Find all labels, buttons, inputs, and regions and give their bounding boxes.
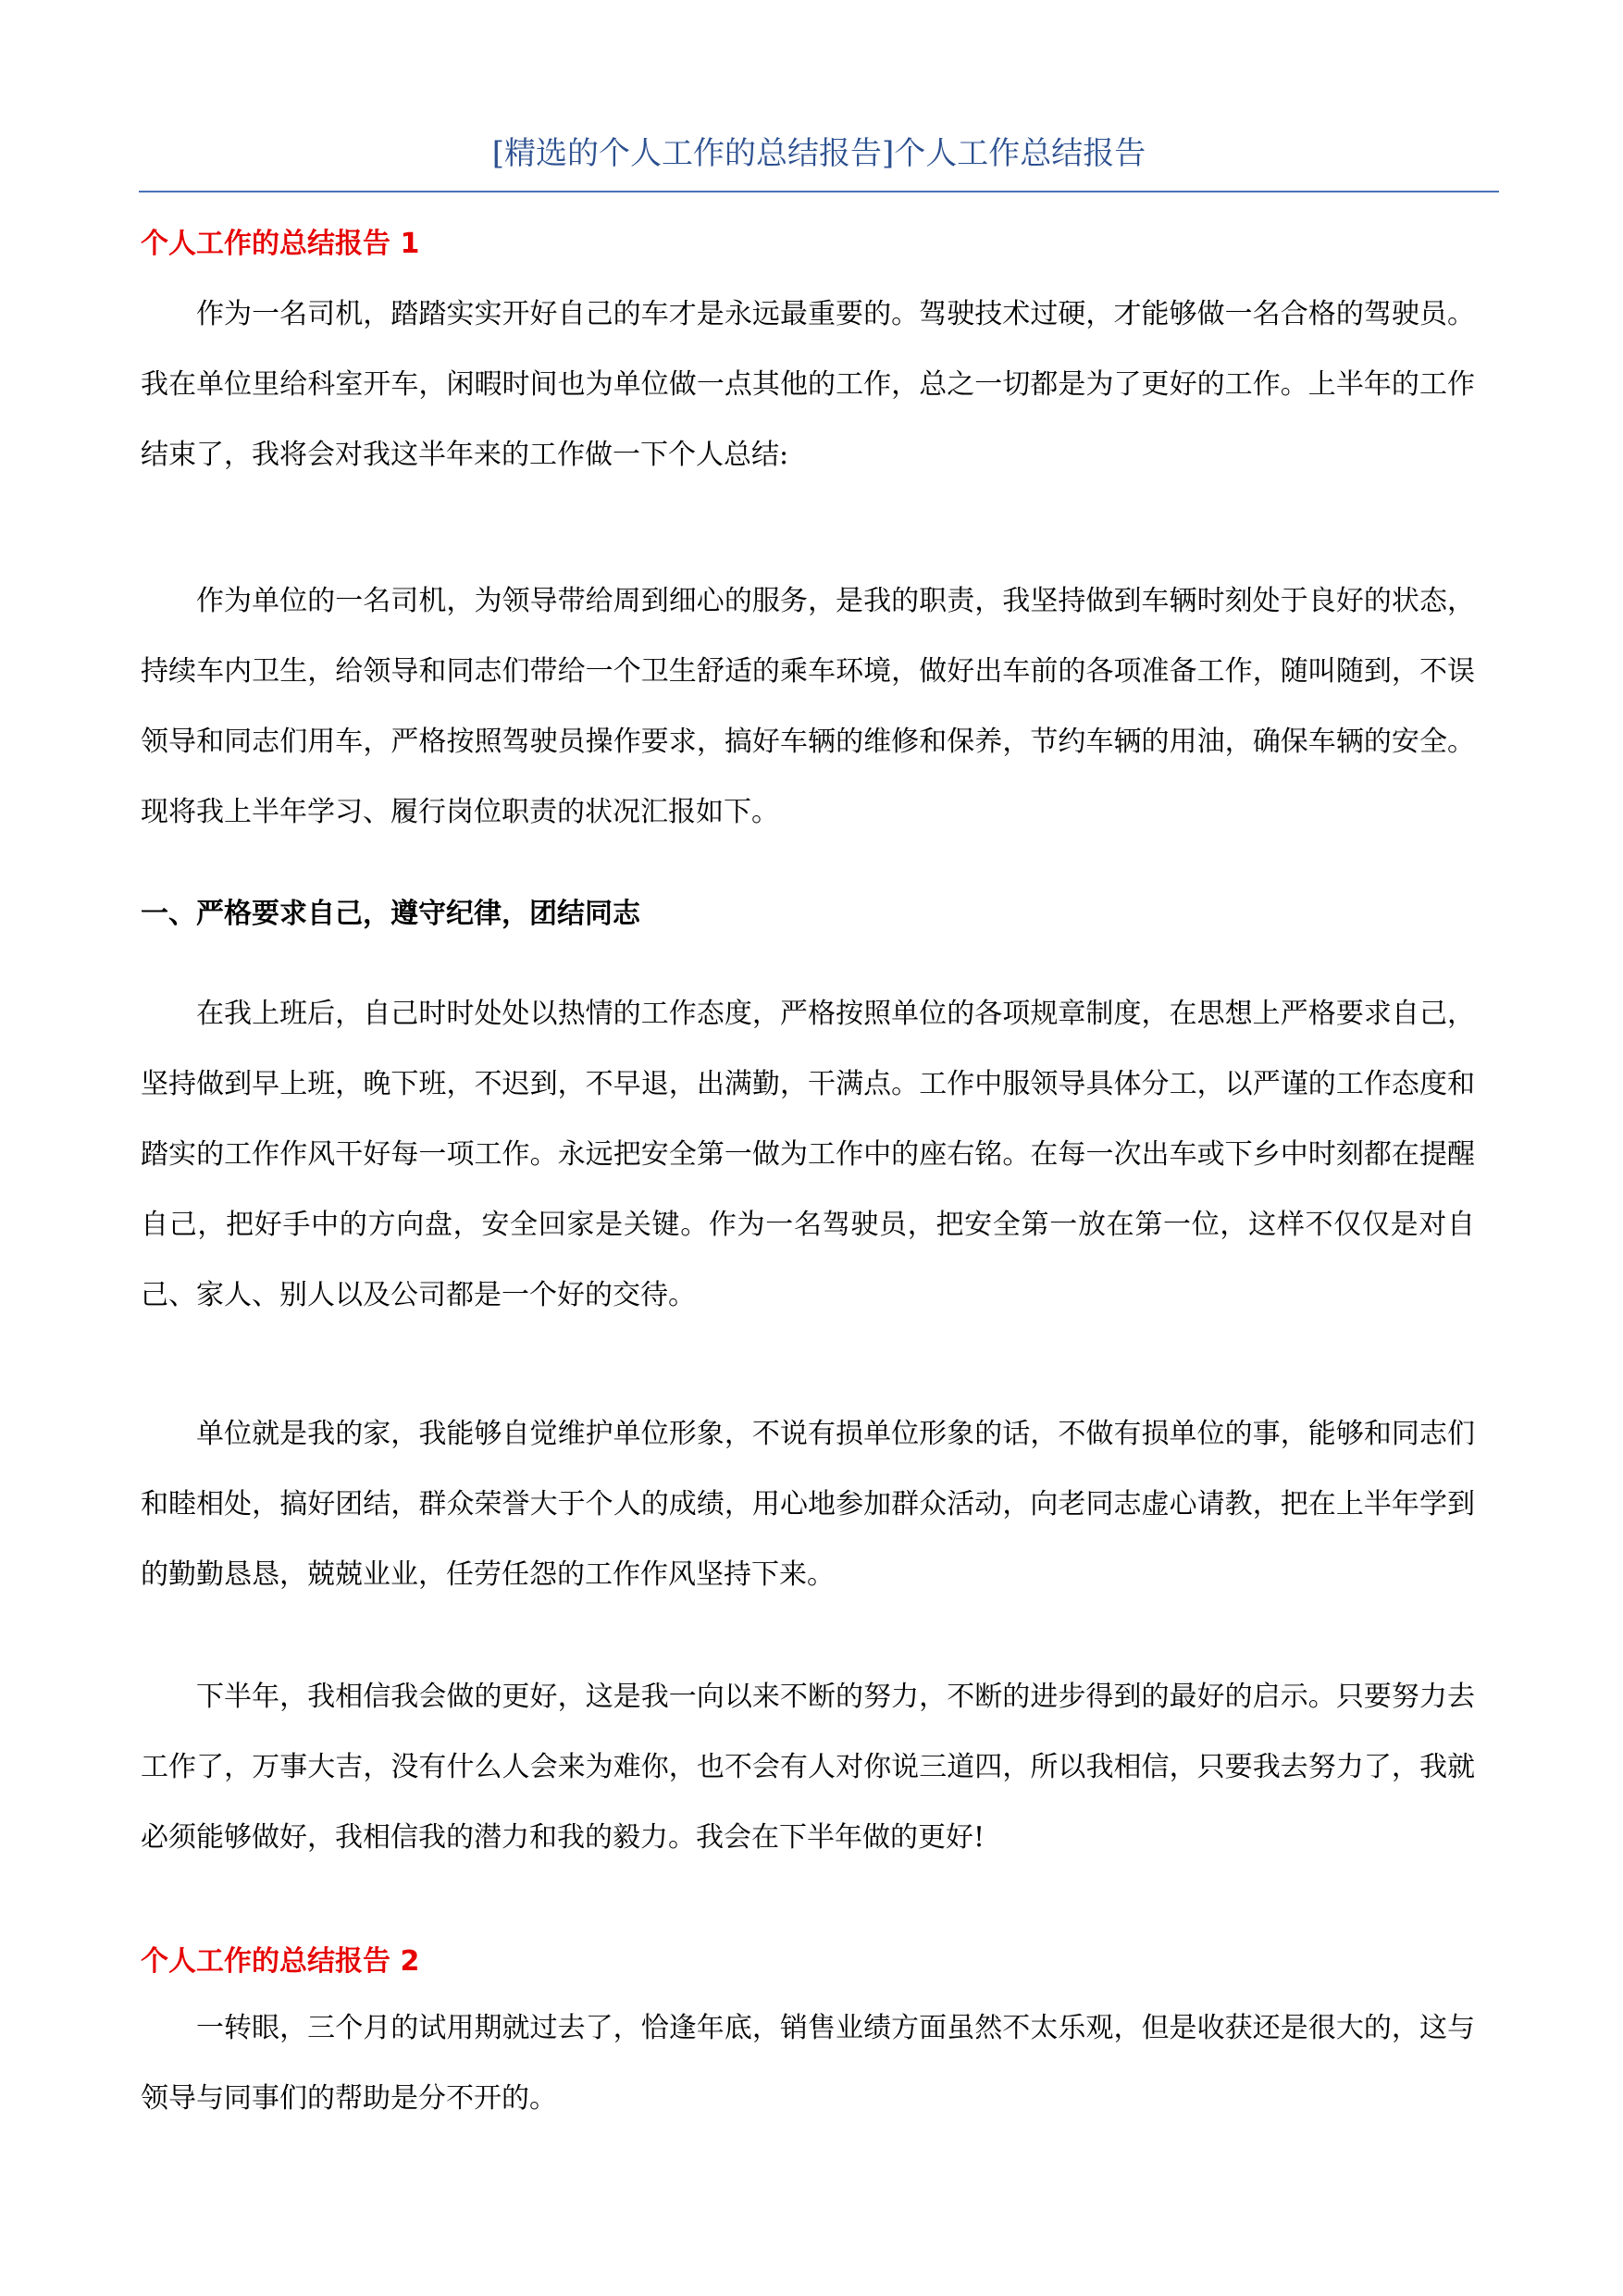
paragraph: 作为一名司机，踏踏实实开好自己的车才是永远最重要的。驾驶技术过硬，才能够做一名合格的驾驶员。我在单位里给科室开车，闲暇时间也为单位做一点其他的工作，总之一切都是为了更好的工作。上半年的工作结束了，我将会对我这半年来的工作做一下个人总结: [141,298,1475,471]
paragraph: 下半年，我相信我会做的更好，这是我一向以来不断的努力，不断的进步得到的最好的启示。只要努力去工作了，万事大吉，没有什么人会来为难你，也不会有人对你说三道四，所以我相信，只要我去努力了，我就必须能够做好，我相信我的潜力和我的毅力。我会在下半年做的更好! [141,1681,1475,1854]
section-heading-2: 个人工作的总结报告 2 [141,1945,420,1978]
title-divider [139,191,1499,192]
document-title: [精选的个人工作的总结报告]个人工作总结报告 [491,135,1146,172]
paragraph: 作为单位的一名司机，为领导带给周到细心的服务，是我的职责，我坚持做到车辆时刻处于良好的状态，持续车内卫生，给领导和同志们带给一个卫生舒适的乘车环境，做好出车前的各项准备工作，随叫随到，不误领导和同志们用车，严格按照驾驶员操作要求，搞好车辆的维修和保养，节约车辆的用油，确保车辆的安全。现将我上半年学习、履行岗位职责的状况汇报如下。 [141,585,1475,828]
paragraph: 在我上班后，自己时时处处以热情的工作态度，严格按照单位的各项规章制度，在思想上严格要求自己，坚持做到早上班，晚下班，不迟到，不早退，出满勤，干满点。工作中服领导具体分工，以严谨的工作态度和踏实的工作作风干好每一项工作。永远把安全第一做为工作中的座右铭。在每一次出车或下乡中时刻都在提醒自己，把好手中的方向盘，安全回家是关键。作为一名驾驶员，把安全第一放在第一位，这样不仅仅是对自己、家人、别人以及公司都是一个好的交待。 [141,998,1475,1311]
paragraph: 单位就是我的家，我能够自觉维护单位形象，不说有损单位形象的话，不做有损单位的事，能够和同志们和睦相处，搞好团结，群众荣誉大于个人的成绩，用心地参加群众活动，向老同志虚心请教，把在上半年学到的勤勤恳恳，兢兢业业，任劳任怨的工作作风坚持下来。 [141,1418,1475,1591]
paragraph: 一转眼，三个月的试用期就过去了，恰逢年底，销售业绩方面虽然不太乐观，但是收获还是很大的，这与领导与同事们的帮助是分不开的。 [141,2012,1475,2115]
section-heading-1: 个人工作的总结报告 1 [141,228,420,260]
subsection-heading: 一、严格要求自己，遵守纪律，团结同志 [141,898,640,930]
